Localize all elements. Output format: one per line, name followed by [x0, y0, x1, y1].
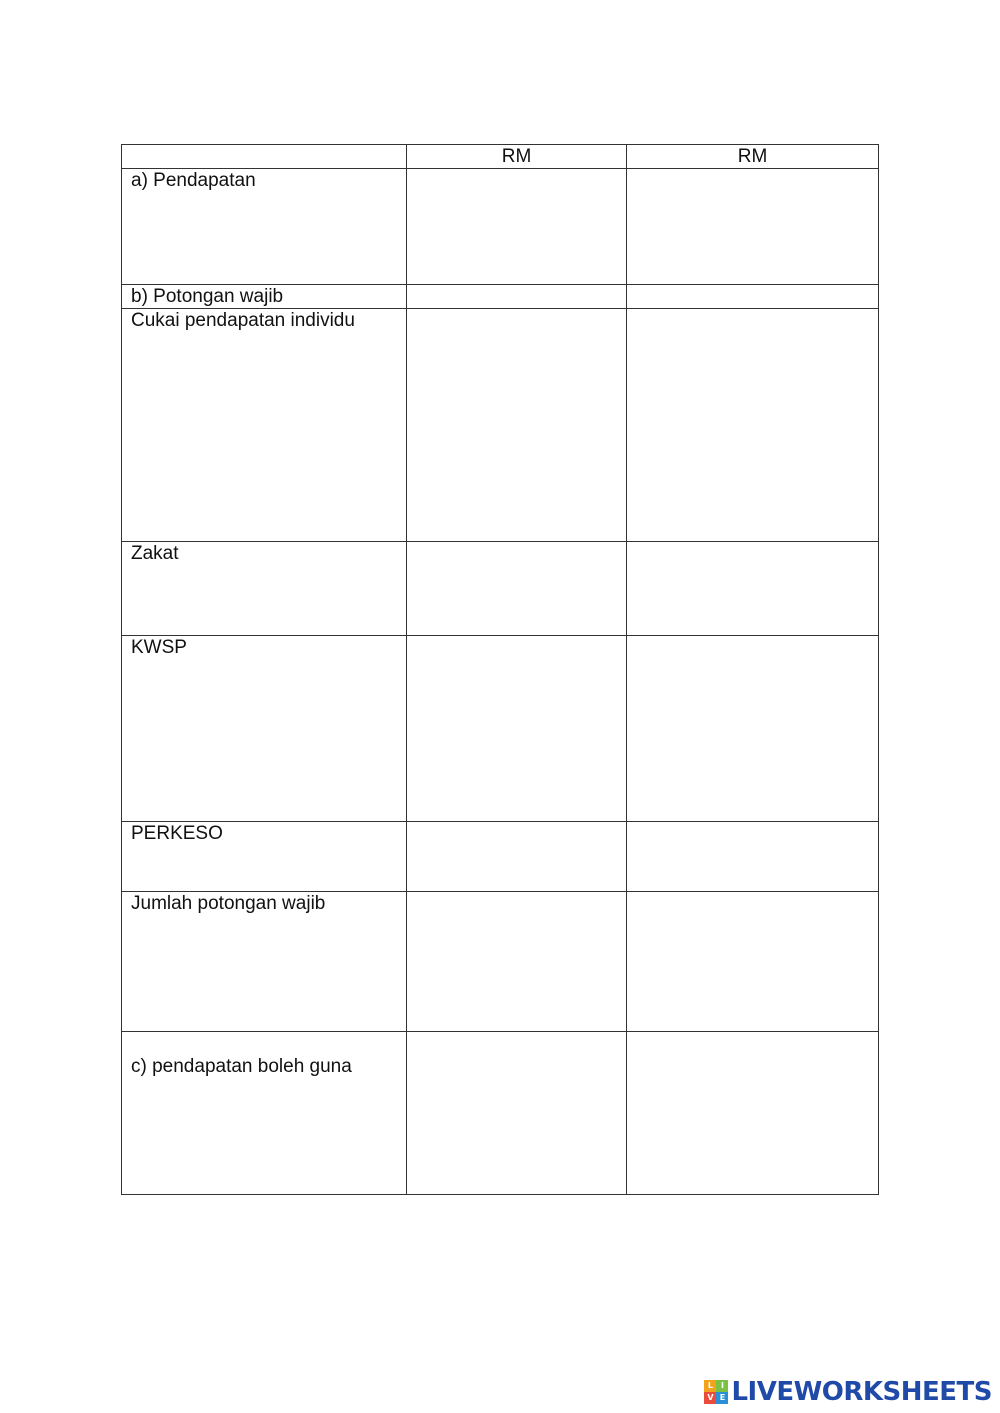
row-label: Cukai pendapatan individu: [131, 310, 355, 331]
answer-cell[interactable]: [407, 1032, 627, 1195]
brand-name: LIVEWORKSHEETS: [731, 1377, 992, 1407]
row-label: c) pendapatan boleh guna: [131, 1056, 352, 1077]
table-row: [122, 542, 879, 636]
table-row: [122, 309, 879, 542]
answer-cell[interactable]: [407, 542, 627, 636]
table-row: [122, 1032, 879, 1195]
answer-cell[interactable]: [627, 1032, 879, 1195]
answer-cell[interactable]: [627, 822, 879, 892]
answer-cell[interactable]: [627, 892, 879, 1032]
row-label-cell: [122, 822, 407, 892]
row-label-cell: [122, 636, 407, 822]
table-row: [122, 636, 879, 822]
row-label-cell: [122, 1032, 407, 1195]
logo-tile: E: [716, 1392, 728, 1404]
table-row: [122, 285, 879, 309]
answer-cell[interactable]: [407, 636, 627, 822]
row-label-cell: [122, 542, 407, 636]
row-label: KWSP: [131, 637, 187, 658]
row-label: a) Pendapatan: [131, 170, 256, 191]
row-label-cell: [122, 169, 407, 285]
row-label: Zakat: [131, 543, 179, 564]
table-row: [122, 169, 879, 285]
answer-cell[interactable]: [627, 285, 879, 309]
header-cell-blank: [122, 145, 407, 169]
row-label-cell: [122, 892, 407, 1032]
answer-cell[interactable]: [627, 309, 879, 542]
liveworksheets-logo-icon: [704, 1380, 728, 1404]
table-row: [122, 822, 879, 892]
answer-cell[interactable]: [407, 309, 627, 542]
answer-cell[interactable]: [407, 169, 627, 285]
row-label: Jumlah potongan wajib: [131, 893, 326, 914]
header-cell-rm-2: RM: [627, 145, 879, 169]
logo-tile: I: [716, 1380, 728, 1392]
answer-cell[interactable]: [627, 636, 879, 822]
header-cell-rm-1: RM: [407, 145, 627, 169]
answer-cell[interactable]: [627, 542, 879, 636]
logo-tile: V: [704, 1392, 716, 1404]
answer-cell[interactable]: [407, 822, 627, 892]
row-label-cell: [122, 309, 407, 542]
row-label-cell: [122, 285, 407, 309]
logo-tile: L: [704, 1380, 716, 1392]
row-label: PERKESO: [131, 823, 223, 844]
table-row: [122, 892, 879, 1032]
worksheet-table: [121, 144, 879, 1195]
answer-cell[interactable]: [407, 892, 627, 1032]
table-header-row: [122, 145, 879, 169]
answer-cell[interactable]: [407, 285, 627, 309]
answer-cell[interactable]: [627, 169, 879, 285]
liveworksheets-brand: [704, 1377, 992, 1407]
row-label: b) Potongan wajib: [131, 286, 284, 307]
